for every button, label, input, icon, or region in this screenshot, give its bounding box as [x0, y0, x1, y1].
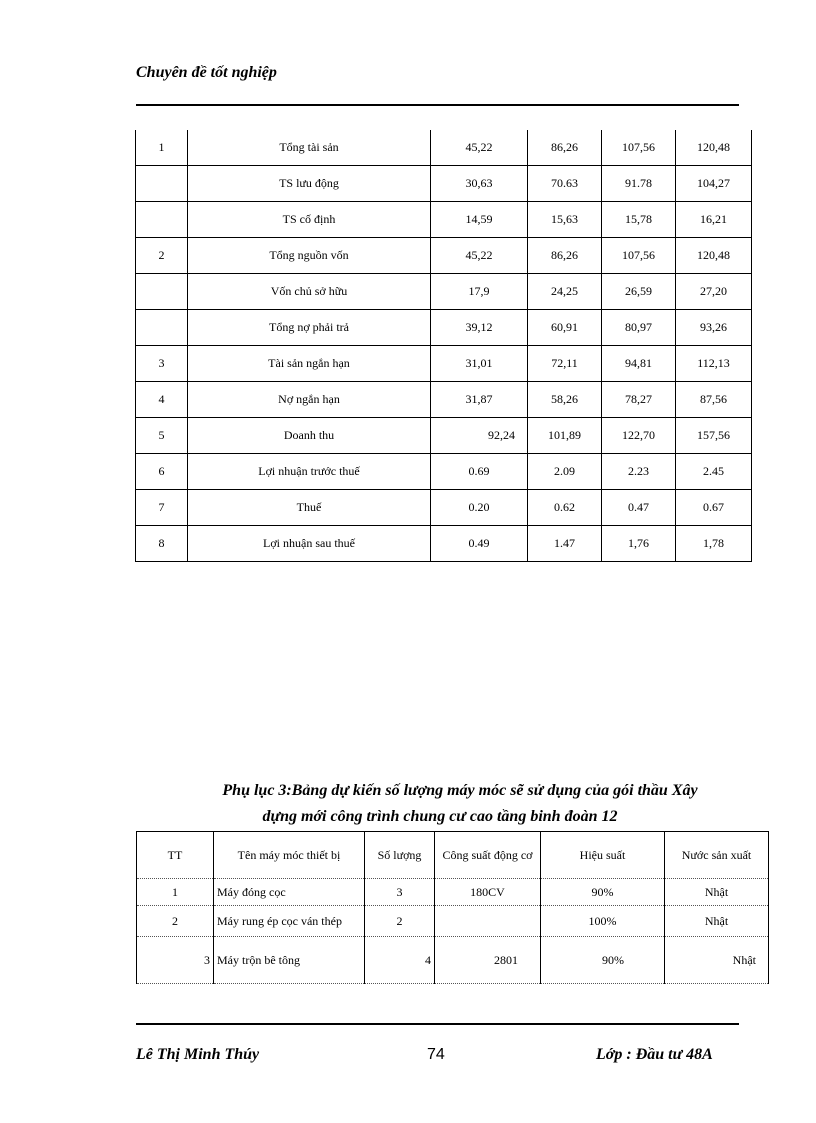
cell-value-1: 14,59: [431, 202, 528, 238]
cell-no: 7: [136, 490, 188, 526]
cell-value-2: 2.09: [528, 454, 602, 490]
cell-value-3: 80,97: [602, 310, 676, 346]
cell-value-2: 101,89: [528, 418, 602, 454]
cell-value-1: 31,87: [431, 382, 528, 418]
cell-value-4: 157,56: [676, 418, 752, 454]
header-efficiency: Hiệu suất: [541, 832, 665, 879]
cell-value-4: 104,27: [676, 166, 752, 202]
footer-class: Lớp : Đầu tư 48A: [596, 1046, 713, 1063]
table-row: [137, 906, 769, 937]
cell-item: Tổng nguồn vốn: [188, 238, 431, 274]
cell-value-4: 120,48: [676, 238, 752, 274]
cell-qty: 3: [365, 879, 435, 906]
cell-value-3: 15,78: [602, 202, 676, 238]
cell-item: Thuế: [188, 490, 431, 526]
cell-no: 4: [136, 382, 188, 418]
cell-value-1: 92,24: [431, 418, 528, 454]
cell-power: [435, 906, 541, 937]
cell-value-1: 30,63: [431, 166, 528, 202]
cell-value-4: 87,56: [676, 382, 752, 418]
cell-item: Vốn chủ sở hữu: [188, 274, 431, 310]
cell-power: 180CV: [435, 879, 541, 906]
cell-value-1: 17,9: [431, 274, 528, 310]
table-row: [136, 382, 752, 418]
footer-rule: [136, 1023, 739, 1025]
table-row: [137, 879, 769, 906]
cell-country: Nhật: [665, 906, 769, 937]
cell-value-1: 0.49: [431, 526, 528, 562]
cell-name: Máy trộn bê tông: [214, 937, 365, 984]
cell-no: 8: [136, 526, 188, 562]
cell-value-4: 2.45: [676, 454, 752, 490]
cell-value-3: 1,76: [602, 526, 676, 562]
cell-no: [136, 310, 188, 346]
cell-value-4: 0.67: [676, 490, 752, 526]
cell-value-2: 58,26: [528, 382, 602, 418]
cell-tt: 1: [137, 879, 214, 906]
cell-qty: 4: [365, 937, 435, 984]
cell-value-2: 24,25: [528, 274, 602, 310]
cell-item: Lợi nhuận trước thuế: [188, 454, 431, 490]
cell-value-3: 107,56: [602, 130, 676, 166]
cell-value-4: 16,21: [676, 202, 752, 238]
cell-value-3: 94,81: [602, 346, 676, 382]
cell-value-3: 26,59: [602, 274, 676, 310]
cell-power: 2801: [435, 937, 541, 984]
table-row: [136, 418, 752, 454]
cell-value-1: 45,22: [431, 130, 528, 166]
cell-no: 6: [136, 454, 188, 490]
cell-no: 2: [136, 238, 188, 274]
cell-item: Tổng tài sản: [188, 130, 431, 166]
appendix-title-line2: dựng mới công trình chung cư cao tầng binh đoàn 12: [262, 808, 618, 825]
cell-value-1: 0.20: [431, 490, 528, 526]
table-row: [136, 202, 752, 238]
table-row: [136, 238, 752, 274]
cell-value-4: 1,78: [676, 526, 752, 562]
cell-no: 5: [136, 418, 188, 454]
appendix-title-line1: Phụ lục 3:Bảng dự kiến số lượng máy móc sẽ sử dụng của gói thầu Xây: [222, 782, 698, 799]
cell-efficiency: 100%: [541, 906, 665, 937]
cell-value-2: 60,91: [528, 310, 602, 346]
cell-efficiency: 90%: [541, 879, 665, 906]
cell-value-3: 122,70: [602, 418, 676, 454]
cell-tt: 3: [137, 937, 214, 984]
cell-value-4: 120,48: [676, 130, 752, 166]
cell-value-4: 93,26: [676, 310, 752, 346]
table-row: [136, 490, 752, 526]
cell-value-3: 2.23: [602, 454, 676, 490]
cell-value-1: 39,12: [431, 310, 528, 346]
table-row: [136, 454, 752, 490]
table-row: [137, 937, 769, 984]
cell-item: Tài sản ngắn hạn: [188, 346, 431, 382]
cell-country: Nhật: [665, 937, 769, 984]
header-tt: TT: [137, 832, 214, 879]
cell-value-3: 78,27: [602, 382, 676, 418]
table-row: [136, 346, 752, 382]
cell-efficiency: 90%: [541, 937, 665, 984]
header-power: Công suất động cơ: [435, 832, 541, 879]
cell-value-4: 112,13: [676, 346, 752, 382]
cell-value-3: 91.78: [602, 166, 676, 202]
cell-value-2: 70.63: [528, 166, 602, 202]
header-rule: [136, 104, 739, 106]
header-title: Chuyên đề tốt nghiệp: [136, 64, 277, 81]
cell-name: Máy đóng cọc: [214, 879, 365, 906]
cell-value-4: 27,20: [676, 274, 752, 310]
table-row: [136, 526, 752, 562]
cell-no: [136, 274, 188, 310]
cell-value-2: 72,11: [528, 346, 602, 382]
cell-no: [136, 202, 188, 238]
cell-value-1: 0.69: [431, 454, 528, 490]
cell-item: TS lưu động: [188, 166, 431, 202]
cell-country: Nhật: [665, 879, 769, 906]
cell-no: 3: [136, 346, 188, 382]
cell-qty: 2: [365, 906, 435, 937]
machine-table-header: [137, 832, 769, 879]
cell-value-2: 86,26: [528, 130, 602, 166]
cell-no: 1: [136, 130, 188, 166]
cell-value-1: 45,22: [431, 238, 528, 274]
cell-value-2: 15,63: [528, 202, 602, 238]
cell-tt: 2: [137, 906, 214, 937]
header-country: Nước sản xuất: [665, 832, 769, 879]
cell-value-2: 86,26: [528, 238, 602, 274]
machine-table: [136, 831, 769, 984]
table-row: [136, 130, 752, 166]
cell-item: Doanh thu: [188, 418, 431, 454]
table-row: [136, 166, 752, 202]
table-row: [136, 274, 752, 310]
cell-item: Nợ ngắn hạn: [188, 382, 431, 418]
cell-name: Máy rung ép cọc ván thép: [214, 906, 365, 937]
cell-item: TS cố định: [188, 202, 431, 238]
cell-value-2: 0.62: [528, 490, 602, 526]
cell-value-3: 0.47: [602, 490, 676, 526]
footer-author: Lê Thị Minh Thúy: [136, 1046, 260, 1063]
header-name: Tên máy móc thiết bị: [214, 832, 365, 879]
cell-item: Lợi nhuận sau thuế: [188, 526, 431, 562]
financial-table: [135, 130, 752, 562]
table-row: [136, 310, 752, 346]
cell-value-2: 1.47: [528, 526, 602, 562]
cell-value-1: 31,01: [431, 346, 528, 382]
page-number: 74: [427, 1046, 445, 1063]
header-qty: Số lượng: [365, 832, 435, 879]
cell-no: [136, 166, 188, 202]
cell-value-3: 107,56: [602, 238, 676, 274]
cell-item: Tổng nợ phải trả: [188, 310, 431, 346]
